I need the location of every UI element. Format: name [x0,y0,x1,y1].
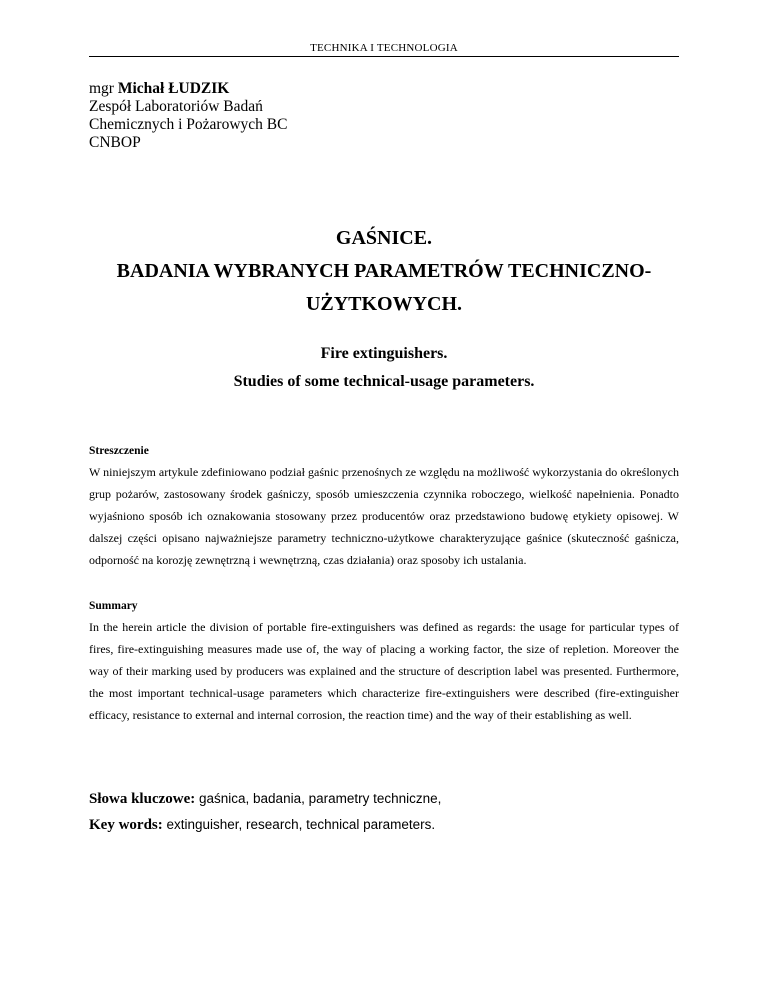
keywords-polish-value: gaśnica, badania, parametry techniczne, [195,791,442,806]
author-title: mgr [89,80,118,97]
abstract-english [89,599,679,726]
author-block [89,80,489,152]
keywords-english-value: extinguisher, research, technical parameters. [162,817,436,832]
keywords-english-label: Key words: [89,817,163,833]
title-english [40,340,728,396]
title-polish [40,222,728,321]
author-name: Michał ŁUDZIK [117,80,230,97]
abstract-english-heading: Summary [89,600,138,612]
author-line [89,80,489,98]
keywords-polish [89,786,679,812]
title-english-line-1: Fire extinguishers. [320,345,448,362]
abstract-english-text: In the herein article the division of portable fire-extinguishers was defined as regards: the usage for particular types of fires, fire-extinguishing measures made use of, the way of placing a working factor, the size of repletion. Moreover the way of their marking used by producers was explained and the structure of description label was presented. Furthermore, the most important technical-usage parameters which characterize fire-extinguishers were described (fire-extinguisher efficacy, resistance to external and internal corrosion, the reaction time) and the way of their establishing as well. [89,620,679,722]
author-affiliation-line-1: Zespół Laboratoriów Badań [89,98,263,115]
title-english-line-2: Studies of some technical-usage parameters. [233,373,535,390]
title-polish-line-3: UŻYTKOWYCH. [305,293,463,315]
abstract-polish-heading: Streszczenie [89,445,149,457]
abstract-polish [89,444,679,571]
title-polish-line-1: GAŚNICE. [335,227,433,249]
author-affiliation-line-3: CNBOP [89,134,141,151]
keywords-block [89,786,679,838]
keywords-polish-label: Słowa kluczowe: [89,791,196,807]
abstract-polish-text: W niniejszym artykule zdefiniowano podział gaśnic przenośnych ze względu na możliwość wykorzystania do określonych grup pożarów, zastosowany środek gaśniczy, sposób umieszczenia czynnika roboczego, wielkość napełnienia. Ponadto wyjaśniono sposób ich oznakowania stosowany przez producentów oraz przedstawiono budowę etykiety opisowej. W dalszej części opisano najważniejsze parametry techniczno-użytkowe charakteryzujące gaśnice (skuteczność gaśnicza, odporność na korozję zewnętrzną i wewnętrzną, czas działania) oraz sposoby ich ustalania. [89,465,679,567]
title-polish-line-2: BADANIA WYBRANYCH PARAMETRÓW TECHNICZNO- [116,260,652,282]
running-header: TECHNIKA I TECHNOLOGIA [310,42,458,54]
author-affiliation-line-2: Chemicznych i Pożarowych BC [89,116,288,133]
header-rule [89,56,679,57]
keywords-english [89,812,679,838]
